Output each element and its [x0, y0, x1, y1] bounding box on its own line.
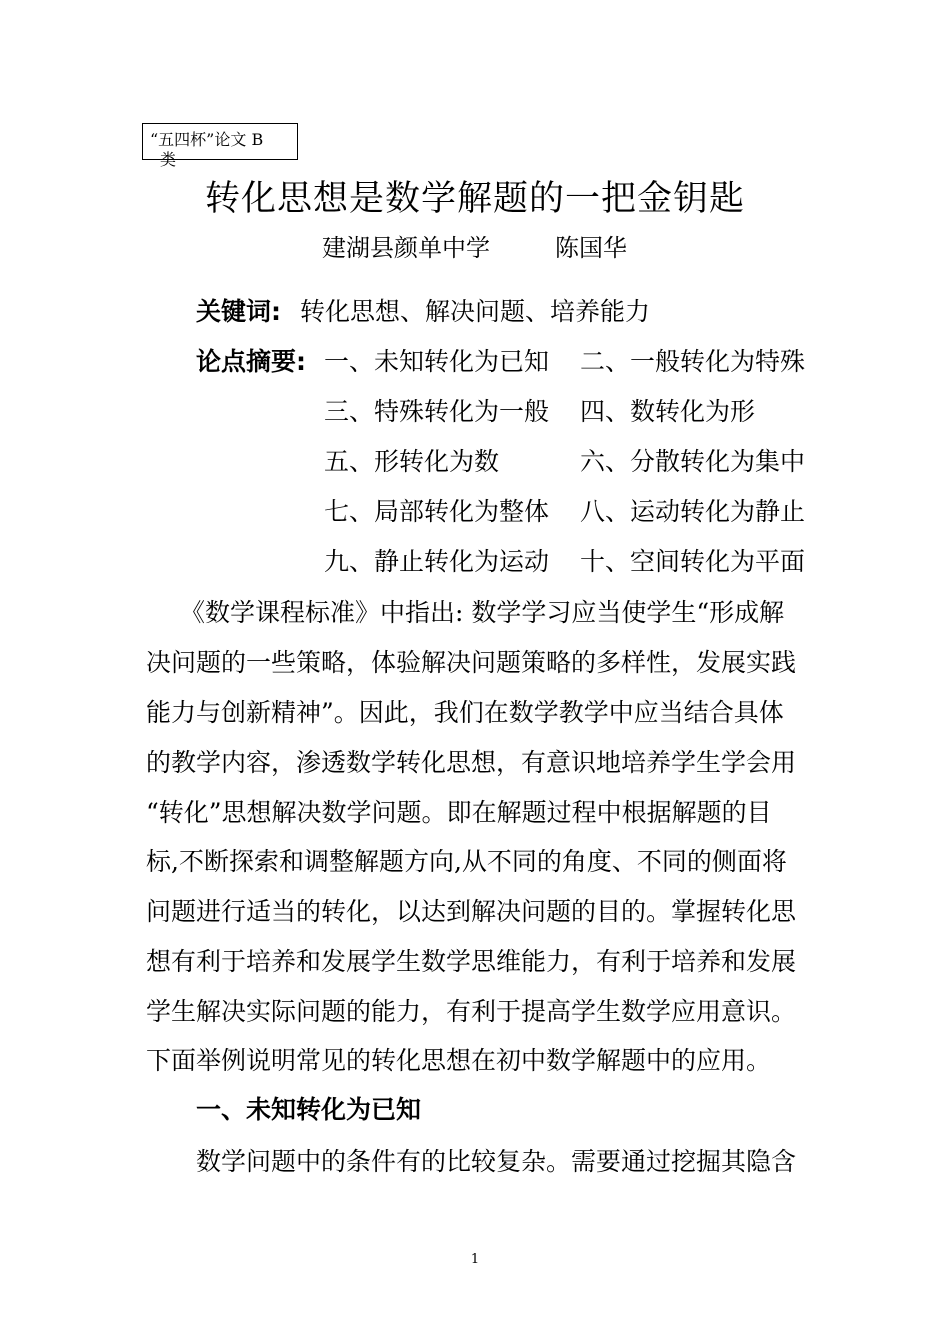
body-line: 想有利于培养和发展学生数学思维能力，有利于培养和发展	[146, 947, 797, 976]
label-text: “五四杯”论文 B	[150, 130, 264, 149]
author-name: 陈国华	[555, 234, 627, 262]
body-line: 《数学课程标准》中指出: 数学学习应当使学生“形成解	[180, 598, 785, 627]
abstract-item: 十、空间转化为平面	[580, 547, 806, 576]
body-line: 学生解决实际问题的能力，有利于提高学生数学应用意识。	[146, 997, 797, 1026]
abstract-label: 论点摘要:	[196, 347, 306, 376]
body-line: “转化”思想解决数学问题。即在解题过程中根据解题的目	[146, 798, 772, 827]
body-line: 标,不断探索和调整解题方向,从不同的角度、不同的侧面将	[146, 847, 787, 876]
keywords-label: 关键词:	[196, 297, 281, 326]
body-line: 下面举例说明常见的转化思想在初中数学解题中的应用。	[146, 1046, 772, 1075]
abstract-item: 三、特殊转化为一般	[324, 397, 550, 426]
keywords-text: 转化思想、解决问题、培养能力	[300, 297, 651, 326]
label-overflow-text: 类	[160, 150, 177, 169]
body-line: 数学问题中的条件有的比较复杂。需要通过挖掘其隐含	[196, 1147, 797, 1176]
abstract-item: 六、分散转化为集中	[580, 447, 806, 476]
body-line: 的教学内容，渗透数学转化思想，有意识地培养学生学会用	[146, 748, 797, 777]
abstract-item: 五、形转化为数	[324, 447, 500, 476]
page-title: 转化思想是数学解题的一把金钥匙	[204, 179, 745, 219]
body-line: 能力与创新精神”。因此，我们在数学教学中应当结合具体	[146, 698, 784, 727]
abstract-item: 二、一般转化为特殊	[580, 347, 806, 376]
abstract-item: 四、数转化为形	[580, 397, 756, 426]
body-line: 问题进行适当的转化，以达到解决问题的目的。掌握转化思	[146, 897, 797, 926]
abstract-item: 八、运动转化为静止	[580, 497, 806, 526]
abstract-item: 一、未知转化为已知	[324, 347, 550, 376]
body-line: 决问题的一些策略，体验解决问题策略的多样性，发展实践	[146, 648, 797, 677]
page-number: 1	[470, 1252, 480, 1267]
abstract-item: 七、局部转化为整体	[324, 497, 550, 526]
section-heading: 一、未知转化为已知	[196, 1095, 422, 1124]
abstract-item: 九、静止转化为运动	[324, 547, 550, 576]
school-name: 建湖县颜单中学	[322, 234, 490, 262]
